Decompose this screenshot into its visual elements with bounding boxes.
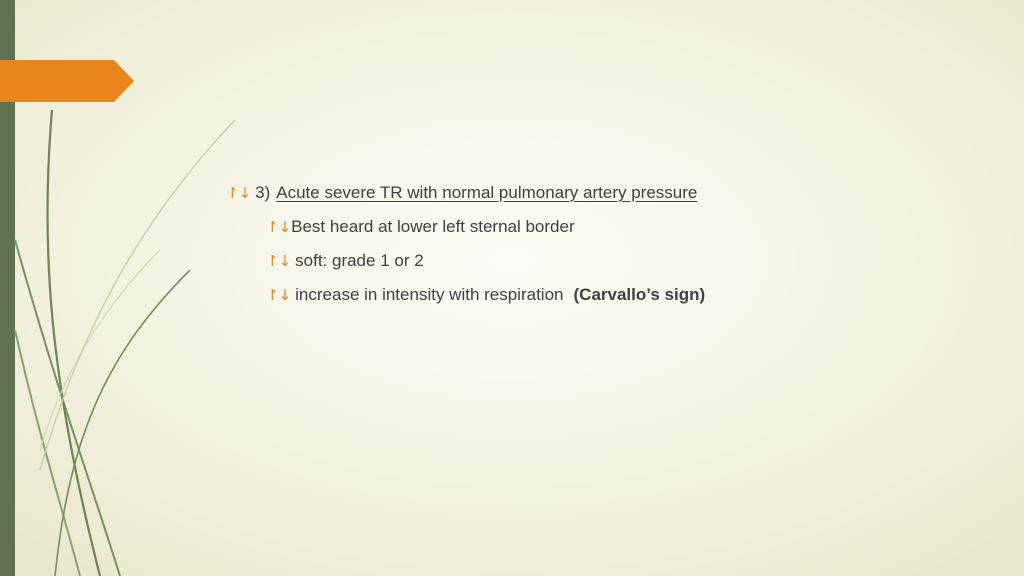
bullet-arrow-icon: ↾↓	[266, 286, 292, 304]
bullet-arrow-icon: ↾↓	[266, 218, 292, 236]
list-item	[226, 217, 986, 251]
orange-accent-tab	[0, 60, 134, 102]
list-item-text: soft: grade 1 or 2	[295, 251, 424, 270]
list-item	[226, 285, 986, 319]
heading-line	[226, 183, 986, 217]
list-item-text: increase in intensity with respiration	[295, 285, 564, 304]
emphasis-text: (Carvallo’s sign)	[573, 285, 706, 304]
slide-content	[226, 183, 986, 319]
heading-text: Acute severe TR with normal pulmonary artery pressure	[276, 183, 698, 202]
bullet-arrow-icon: ↾↓	[226, 184, 252, 202]
list-item-text: Best heard at lower left sternal border	[291, 217, 575, 236]
heading-number: 3)	[255, 183, 271, 202]
bullet-arrow-icon: ↾↓	[266, 252, 292, 270]
list-item	[226, 251, 986, 285]
